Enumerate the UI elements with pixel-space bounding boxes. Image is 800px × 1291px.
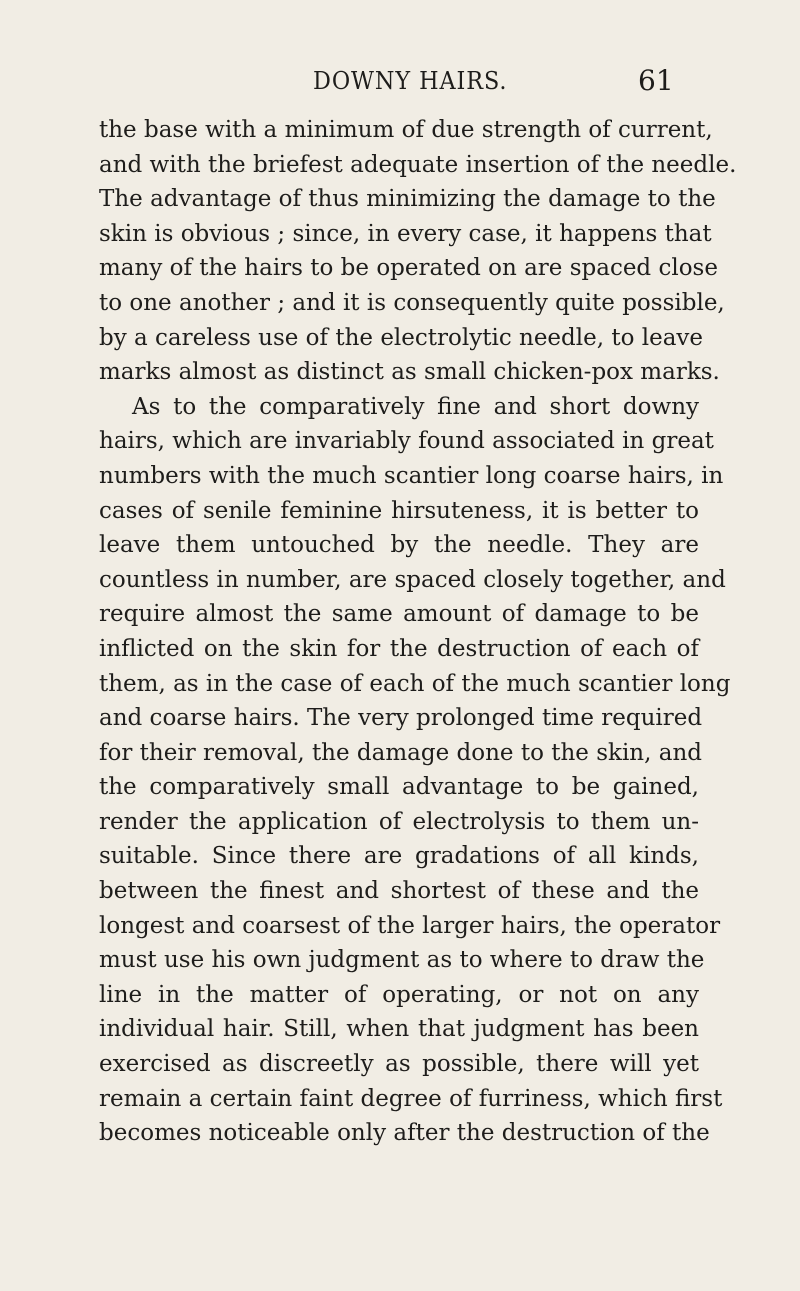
- text-line: require almost the same amount of damage to be: [99, 601, 699, 628]
- text-line: the base with a minimum of due strength of current,: [99, 117, 713, 143]
- text-line: them, as in the case of each of the much scantier long: [99, 670, 731, 697]
- text-line: and coarse hairs. The very prolonged time required: [99, 705, 703, 732]
- text-line: countless in number, are spaced closely together, and: [99, 566, 726, 593]
- text-line: hairs, which are invariably found associated in great: [99, 428, 714, 455]
- running-title: DOWNY HAIRS.: [313, 67, 508, 95]
- text-line: render the application of electrolysis to them un-: [99, 808, 699, 835]
- text-line: suitable. Since there are gradations of all kinds,: [99, 843, 699, 870]
- text-line: for their removal, the damage done to the skin, and: [99, 739, 702, 766]
- text-line: numbers with the much scantier long coarse hairs, in: [99, 462, 724, 489]
- text-line: skin is obvious ; since, in every case, it happens that: [99, 220, 712, 247]
- text-line: inflicted on the skin for the destruction of each of: [99, 635, 699, 662]
- body-text: [99, 113, 737, 1151]
- text-line: exercised as discreetly as possible, there will yet: [99, 1051, 699, 1078]
- text-line: marks almost as distinct as small chicken-pox marks.: [99, 359, 720, 386]
- text-line: remain a certain faint degree of furriness, which first: [99, 1085, 723, 1112]
- text-line: many of the hairs to be operated on are spaced close: [99, 255, 718, 282]
- text-line: longest and coarsest of the larger hairs, the operator: [99, 912, 721, 939]
- paragraph-start-line: As to the comparatively fine and short downy: [132, 393, 699, 420]
- text-line: and with the briefest adequate insertion of the needle.: [99, 151, 737, 178]
- text-line: to one another ; and it is consequently quite possible,: [99, 289, 725, 316]
- page-number: 61: [638, 64, 674, 97]
- text-line: by a careless use of the electrolytic needle, to leave: [99, 324, 704, 351]
- text-line: leave them untouched by the needle. They are: [99, 532, 699, 559]
- text-line: the comparatively small advantage to be gained,: [99, 774, 699, 801]
- text-line: individual hair. Still, when that judgment has been: [99, 1016, 699, 1043]
- text-line: becomes noticeable only after the destruction of the: [99, 1120, 710, 1147]
- text-line: must use his own judgment as to where to draw the: [99, 947, 705, 974]
- text-line: line in the matter of operating, or not on any: [99, 981, 699, 1008]
- text-line: cases of senile feminine hirsuteness, it is better to: [99, 497, 699, 524]
- text-line: between the finest and shortest of these and the: [99, 878, 699, 905]
- running-head: [0, 61, 800, 101]
- text-line: The advantage of thus minimizing the damage to the: [99, 186, 716, 213]
